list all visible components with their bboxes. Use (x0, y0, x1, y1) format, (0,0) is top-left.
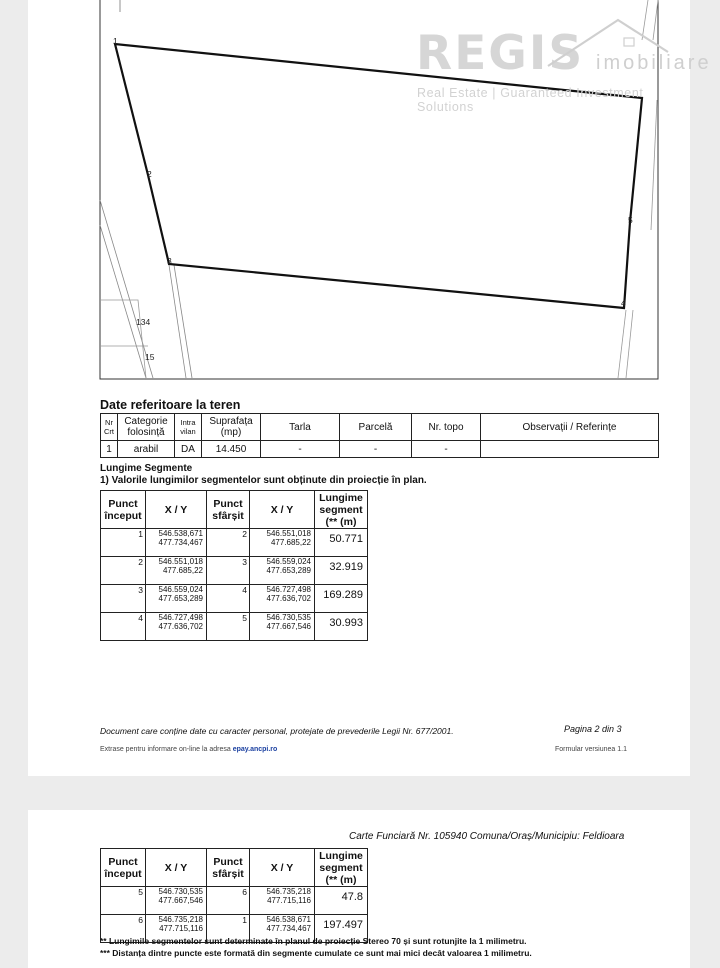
end-coords: 546.727,498 477.636,702 (250, 585, 315, 613)
table-cell: arabil (118, 441, 175, 458)
segment-length: 169.289 (315, 585, 368, 613)
start-coords: 546.551,018 477.685,22 (146, 557, 207, 585)
start-coords: 546.727,498 477.636,702 (146, 613, 207, 641)
end-coords: 546.559,024 477.653,289 (250, 557, 315, 585)
extract-note: Extrase pentru informare on-line la adresa epay.ancpi.ro (100, 746, 278, 753)
start-coords: 546.735,218 477.715,116 (146, 915, 207, 943)
neighbor-line (642, 0, 648, 40)
neighbor-line (100, 300, 146, 378)
end-point: 6 (207, 887, 250, 915)
disclaimer: Document care conține date cu caracter personal, protejate de prevederile Legii Nr. 677/2001. (100, 726, 454, 736)
point-label: 4 (621, 298, 626, 308)
epay-link[interactable]: epay.ancpi.ro (232, 746, 278, 753)
col-header: Lungime segment (** (m) (315, 491, 368, 529)
land-book-header: Carte Funciară Nr. 105940 Comuna/Oraș/Municipiu: Feldioara (349, 831, 625, 842)
point-label: 1 (113, 36, 118, 46)
neighbor-line (626, 310, 633, 378)
start-coords: 546.538,671 477.734,467 (146, 529, 207, 557)
table-row (101, 887, 368, 915)
watermark-brand: REGIS (416, 26, 585, 81)
col-header: Punct sfârșit (207, 849, 250, 887)
end-point: 1 (207, 915, 250, 943)
neighbor-label: 15 (145, 352, 155, 362)
table-row (101, 585, 368, 613)
page-number: Pagina 2 din 3 (564, 724, 622, 734)
point-label: 3 (167, 256, 172, 266)
start-coords: 546.730,535 477.667,546 (146, 887, 207, 915)
segment-length: 47.8 (315, 887, 368, 915)
table-cell: - (261, 441, 340, 458)
end-point: 4 (207, 585, 250, 613)
table-cell: - (340, 441, 412, 458)
start-point: 4 (101, 613, 146, 641)
table-row (101, 557, 368, 585)
col-header: Lungime segment (** (m) (315, 849, 368, 887)
footnote-distance: *** Distanța dintre puncte este formată din segmente cumulate ce sunt mai mici decât valoarea 1 milimetru. (100, 948, 532, 958)
footnote-rounding: ** Lungimile segmentelor sunt determinate în planul de proiecție Stereo 70 și sunt rotunjite la 1 milimetru. (100, 936, 527, 946)
document-page-2 (28, 810, 690, 968)
neighbor-line (653, 0, 658, 40)
col-header: X / Y (146, 491, 207, 529)
start-point: 3 (101, 585, 146, 613)
segment-length: 32.919 (315, 557, 368, 585)
col-header: Suprafața (mp) (202, 414, 261, 441)
segments-table-continued (100, 848, 368, 943)
start-point: 1 (101, 529, 146, 557)
table-row (101, 529, 368, 557)
watermark-tagline: Real Estate | Guaranteed Investment Solutions (417, 86, 644, 114)
neighbor-line (169, 265, 186, 378)
col-header: Categorie folosință (118, 414, 175, 441)
table-cell: - (412, 441, 481, 458)
segments-title: Lungime Segmente (100, 463, 193, 474)
col-header: Nr. topo (412, 414, 481, 441)
point-label: 2 (147, 169, 152, 179)
start-coords: 546.559,024 477.653,289 (146, 585, 207, 613)
col-header: X / Y (250, 849, 315, 887)
segments-note: 1) Valorile lungimilor segmentelor sunt obținute din proiecție în plan. (100, 475, 427, 486)
neighbor-label: 134 (136, 317, 151, 327)
end-coords: 546.735,218 477.715,116 (250, 887, 315, 915)
col-header: Observații / Referințe (481, 414, 659, 441)
document-page-1 (28, 0, 712, 776)
neighbor-line (618, 310, 626, 378)
neighbor-line (174, 265, 192, 378)
col-header: Intra vilan (175, 414, 202, 441)
land-info-table (100, 413, 659, 458)
end-point: 2 (207, 529, 250, 557)
segments-table (100, 490, 368, 641)
table-cell: DA (175, 441, 202, 458)
form-version: Formular versiunea 1.1 (555, 746, 627, 753)
start-point: 2 (101, 557, 146, 585)
end-point: 5 (207, 613, 250, 641)
col-header: Parcelă (340, 414, 412, 441)
segment-length: 30.993 (315, 613, 368, 641)
neighbor-line (651, 100, 657, 230)
col-header: Tarla (261, 414, 340, 441)
col-header: Punct început (101, 849, 146, 887)
segment-length: 197.497 (315, 915, 368, 943)
col-header: Nr Crt (101, 414, 118, 441)
col-header: Punct început (101, 491, 146, 529)
parcel-plan (28, 0, 690, 390)
segment-length: 50.771 (315, 529, 368, 557)
land-info-title: Date referitoare la teren (100, 398, 241, 412)
parcel-boundary (115, 44, 642, 308)
col-header: X / Y (146, 849, 207, 887)
start-point: 6 (101, 915, 146, 943)
neighbor-line (100, 225, 146, 378)
end-coords: 546.551,018 477.685,22 (250, 529, 315, 557)
col-header: Punct sfârșit (207, 491, 250, 529)
table-cell: 14.450 (202, 441, 261, 458)
start-point: 5 (101, 887, 146, 915)
end-coords: 546.730,535 477.667,546 (250, 613, 315, 641)
watermark-sub: imobiliare (596, 52, 712, 74)
end-coords: 546.538,671 477.734,467 (250, 915, 315, 943)
col-header: X / Y (250, 491, 315, 529)
end-point: 3 (207, 557, 250, 585)
point-label: 5 (628, 215, 633, 225)
table-cell: 1 (101, 441, 118, 458)
table-row (101, 613, 368, 641)
table-cell (481, 441, 659, 458)
